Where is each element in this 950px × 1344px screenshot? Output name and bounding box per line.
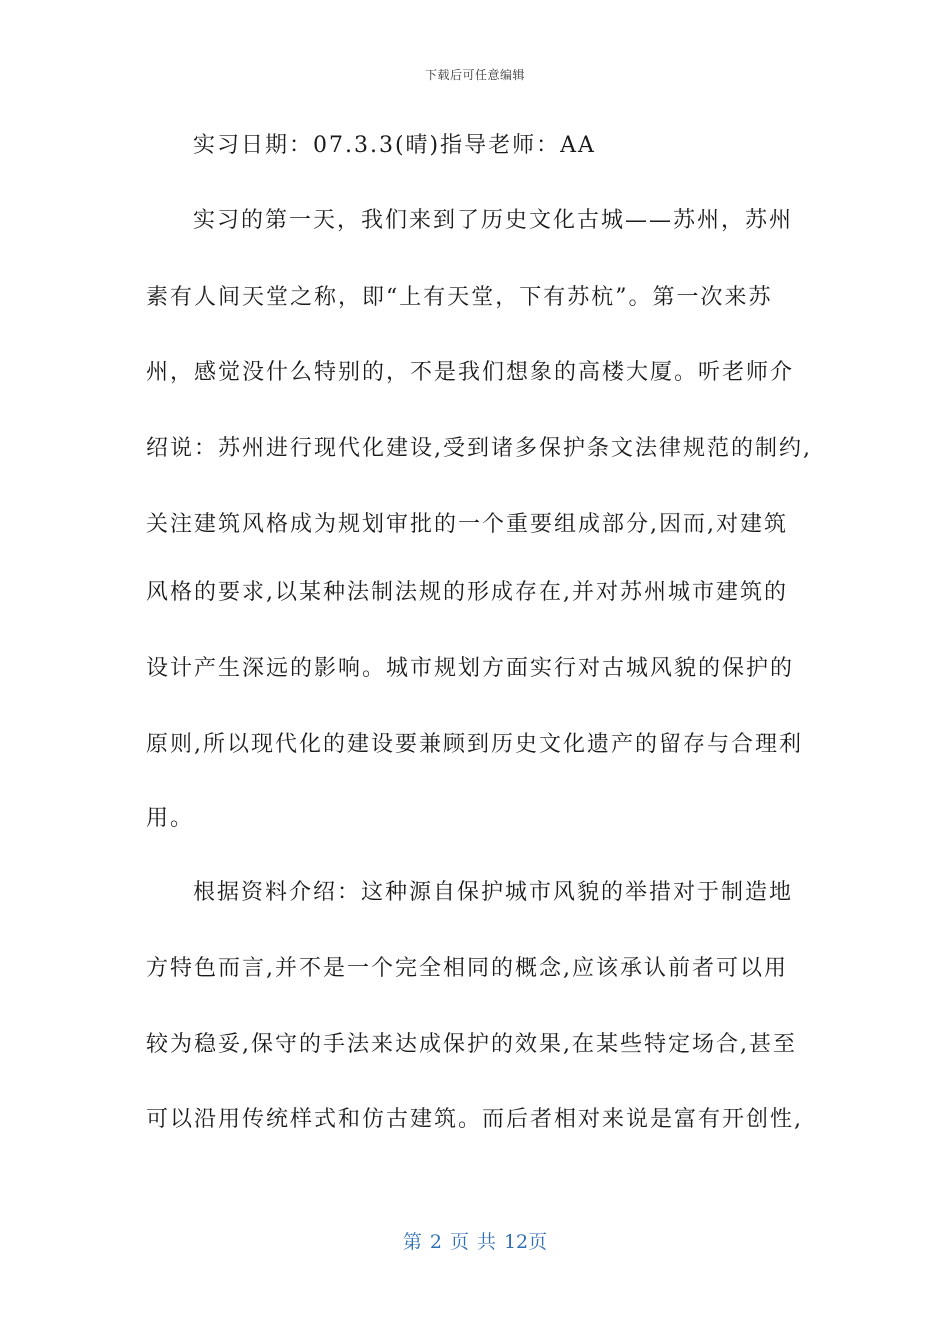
paragraph-line: 原则,所以现代化的建设要兼顾到历史文化遗产的留存与合理利: [146, 732, 803, 757]
paragraph-line: 根据资料介绍：这种源自保护城市风貌的举措对于制造地: [193, 880, 794, 905]
paragraph-line: 州，感觉没什么特别的，不是我们想象的高楼大厦。听老师介: [146, 360, 795, 385]
paragraph-line: 关注建筑风格成为规划审批的一个重要组成部分,因而,对建筑: [146, 512, 788, 537]
page-number-footer: [0, 1227, 950, 1254]
practice-date-line: 实习日期：07.3.3(晴)指导老师：AA: [193, 133, 596, 158]
paragraph-line: 较为稳妥,保守的手法来达成保护的效果,在某些特定场合,甚至: [146, 1032, 797, 1057]
footer-prefix: 第: [402, 1231, 422, 1253]
total-pages: 12页: [503, 1231, 548, 1253]
page-header-note: 下载后可任意编辑: [424, 68, 525, 82]
footer-total-word: 共: [476, 1231, 496, 1253]
paragraph-line: 绍说：苏州进行现代化建设,受到诸多保护条文法律规范的制约,: [146, 436, 812, 461]
paragraph-line: 用。: [146, 806, 195, 831]
paragraph-line: 方特色而言,并不是一个完全相同的概念,应该承认前者可以用: [146, 956, 788, 981]
paragraph-line: 设计产生深远的影响。城市规划方面实行对古城风貌的保护的: [146, 656, 795, 681]
footer-page-word: 页: [449, 1231, 469, 1253]
paragraph-line: 实习的第一天，我们来到了历史文化古城——苏州，苏州: [193, 208, 794, 233]
paragraph-line: 风格的要求,以某种法制法规的形成存在,并对苏州城市建筑的: [146, 580, 788, 605]
paragraph-line: 素有人间天堂之称，即“上有天堂，下有苏杭”。第一次来苏: [146, 285, 773, 310]
paragraph-line: 可以沿用传统样式和仿古建筑。而后者相对来说是富有开创性,: [146, 1107, 803, 1132]
current-page-number: 2: [429, 1231, 442, 1253]
